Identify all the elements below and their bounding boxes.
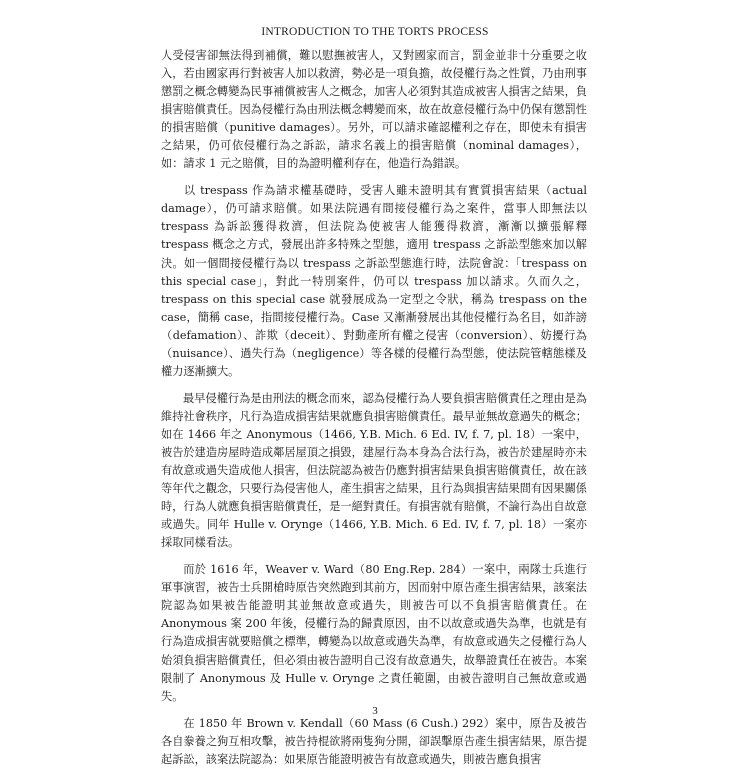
paragraph-brown-v-kendall: [161, 715, 587, 769]
paragraph-weaver-v-ward: [161, 561, 587, 705]
page-number: 3: [372, 705, 378, 717]
paragraph-anonymous-case: [161, 390, 587, 552]
paragraph-text: 在 1850 年 Brown v. Kendall（60 Mass (6 Cush.) 292）案中，原告及被告各自豢養之狗互相攻擊，被告持棍欲將兩隻狗分開，卻誤擊原告產生損害結果，原告提起訴訟，該案法院認為：如果原告能證明被告有故意或過失，則被告應負損害: [161, 716, 587, 766]
running-header-title: INTRODUCTION TO THE TORTS PROCESS: [261, 26, 489, 38]
page-body: [161, 47, 587, 769]
paragraph-damages-nature: [161, 47, 587, 173]
paragraph-text: 而於 1616 年，Weaver v. Ward（80 Eng.Rep. 284）一案中，兩隊士兵進行軍事演習，被告士兵開槍時原告突然跑到其前方，因而射中原告產生損害結果，該案法院認為如果被告能證明其並無故意或過失，則被告可以不負損害賠償責任。在 Anonymous 案 200 年後，侵權行為的歸責原因，由不以故意或過失為準，也就是有行為造成損害就要賠償之標準，轉變為以故意或過失為準，有故意或過失之侵權行為人始須負損害賠償責任，但必須由被告證明自己沒有故意過失，故舉證責任在被告。本案限制了 Anonymous 及 Hulle v. Orynge 之責任範圍，由被告證明自己無故意或過失。: [161, 563, 587, 703]
paragraph-text: 以 trespass 作為請求權基礎時，受害人雖未證明其有實質損害結果（actual damage），仍可請求賠償。如果法院遇有間接侵權行為之案件，當事人即無法以 trespass 為訴訟獲得救濟，但法院為使被害人能獲得救濟，漸漸以擴張解釋 trespass 概念之方式，發展出許多特殊之型態，適用 trespass 之訴訟型態來加以解決。如一個間接侵權行為以 trespass 之訴訟型態進行時，法院會說：「trespass on this special case」，對此一特別案件，仍可以 trespass 加以請求。久而久之，trespass on this special case 就發展成為一定型之令狀，稱為 trespass on the case，簡稱 case，指間接侵權行為。Case 又漸漸發展出其他侵權行為名目，如詐謗（defamation）、詐欺（deceit）、對動產所有權之侵害（conversion）、妨擾行為（nuisance）、過失行為（negligence）等各樣的侵權行為型態，使法院管轄態樣及權力逐漸擴大。: [161, 184, 587, 378]
paragraph-text: 最早侵權行為是由刑法的概念而來，認為侵權行為人要負損害賠償責任之理由是為維持社會秩序，凡行為造成損害結果就應負損害賠償責任。最早並無故意過失的概念；如在 1466 年之 Anonymous（1466, Y.B. Mich. 6 Ed. IV, f. 7, pl. 18）一案中，被告於建造房屋時造成鄰居屋頂之損毀，建屋行為本身為合法行為，被告於建屋時亦未有故意或過失造成他人損害，但法院認為被告仍應對損害結果負損害賠償責任，故在該等年代之觀念，只要行為侵害他人，產生損害之結果，且行為與損害結果間有因果關係時，行為人就應負損害賠償責任，是一絕對責任。有損害就有賠償，不論行為出自故意或過失。同年 Hulle v. Orynge（1466, Y.B. Mich. 6 Ed. IV, f. 7, pl. 18）一案亦採取同樣看法。: [161, 391, 587, 550]
paragraph-text: 人受侵害卻無法得到補償，難以慰撫被害人，又對國家而言，罰金並非十分重要之收入，若由國家再行對被害人加以救濟，勢必是一項負擔，故侵權行為之性質，乃由刑事懲罰之概念轉變為民事補償被害人之概念，加害人必須對其造成被害人損害之結果，負損害賠償責任。因為侵權行為由刑法概念轉變而來，故在故意侵權行為中仍保有懲罰性的損害賠償（punitive damages）。另外，可以請求確認權利之存在，即使未有損害之結果，仍可依侵權行為之訴訟，請求名義上的損害賠償（nominal damages），如：請求 1 元之賠償，目的為證明權利存在，他造行為錯誤。: [161, 49, 587, 171]
paragraph-trespass: [161, 182, 587, 381]
